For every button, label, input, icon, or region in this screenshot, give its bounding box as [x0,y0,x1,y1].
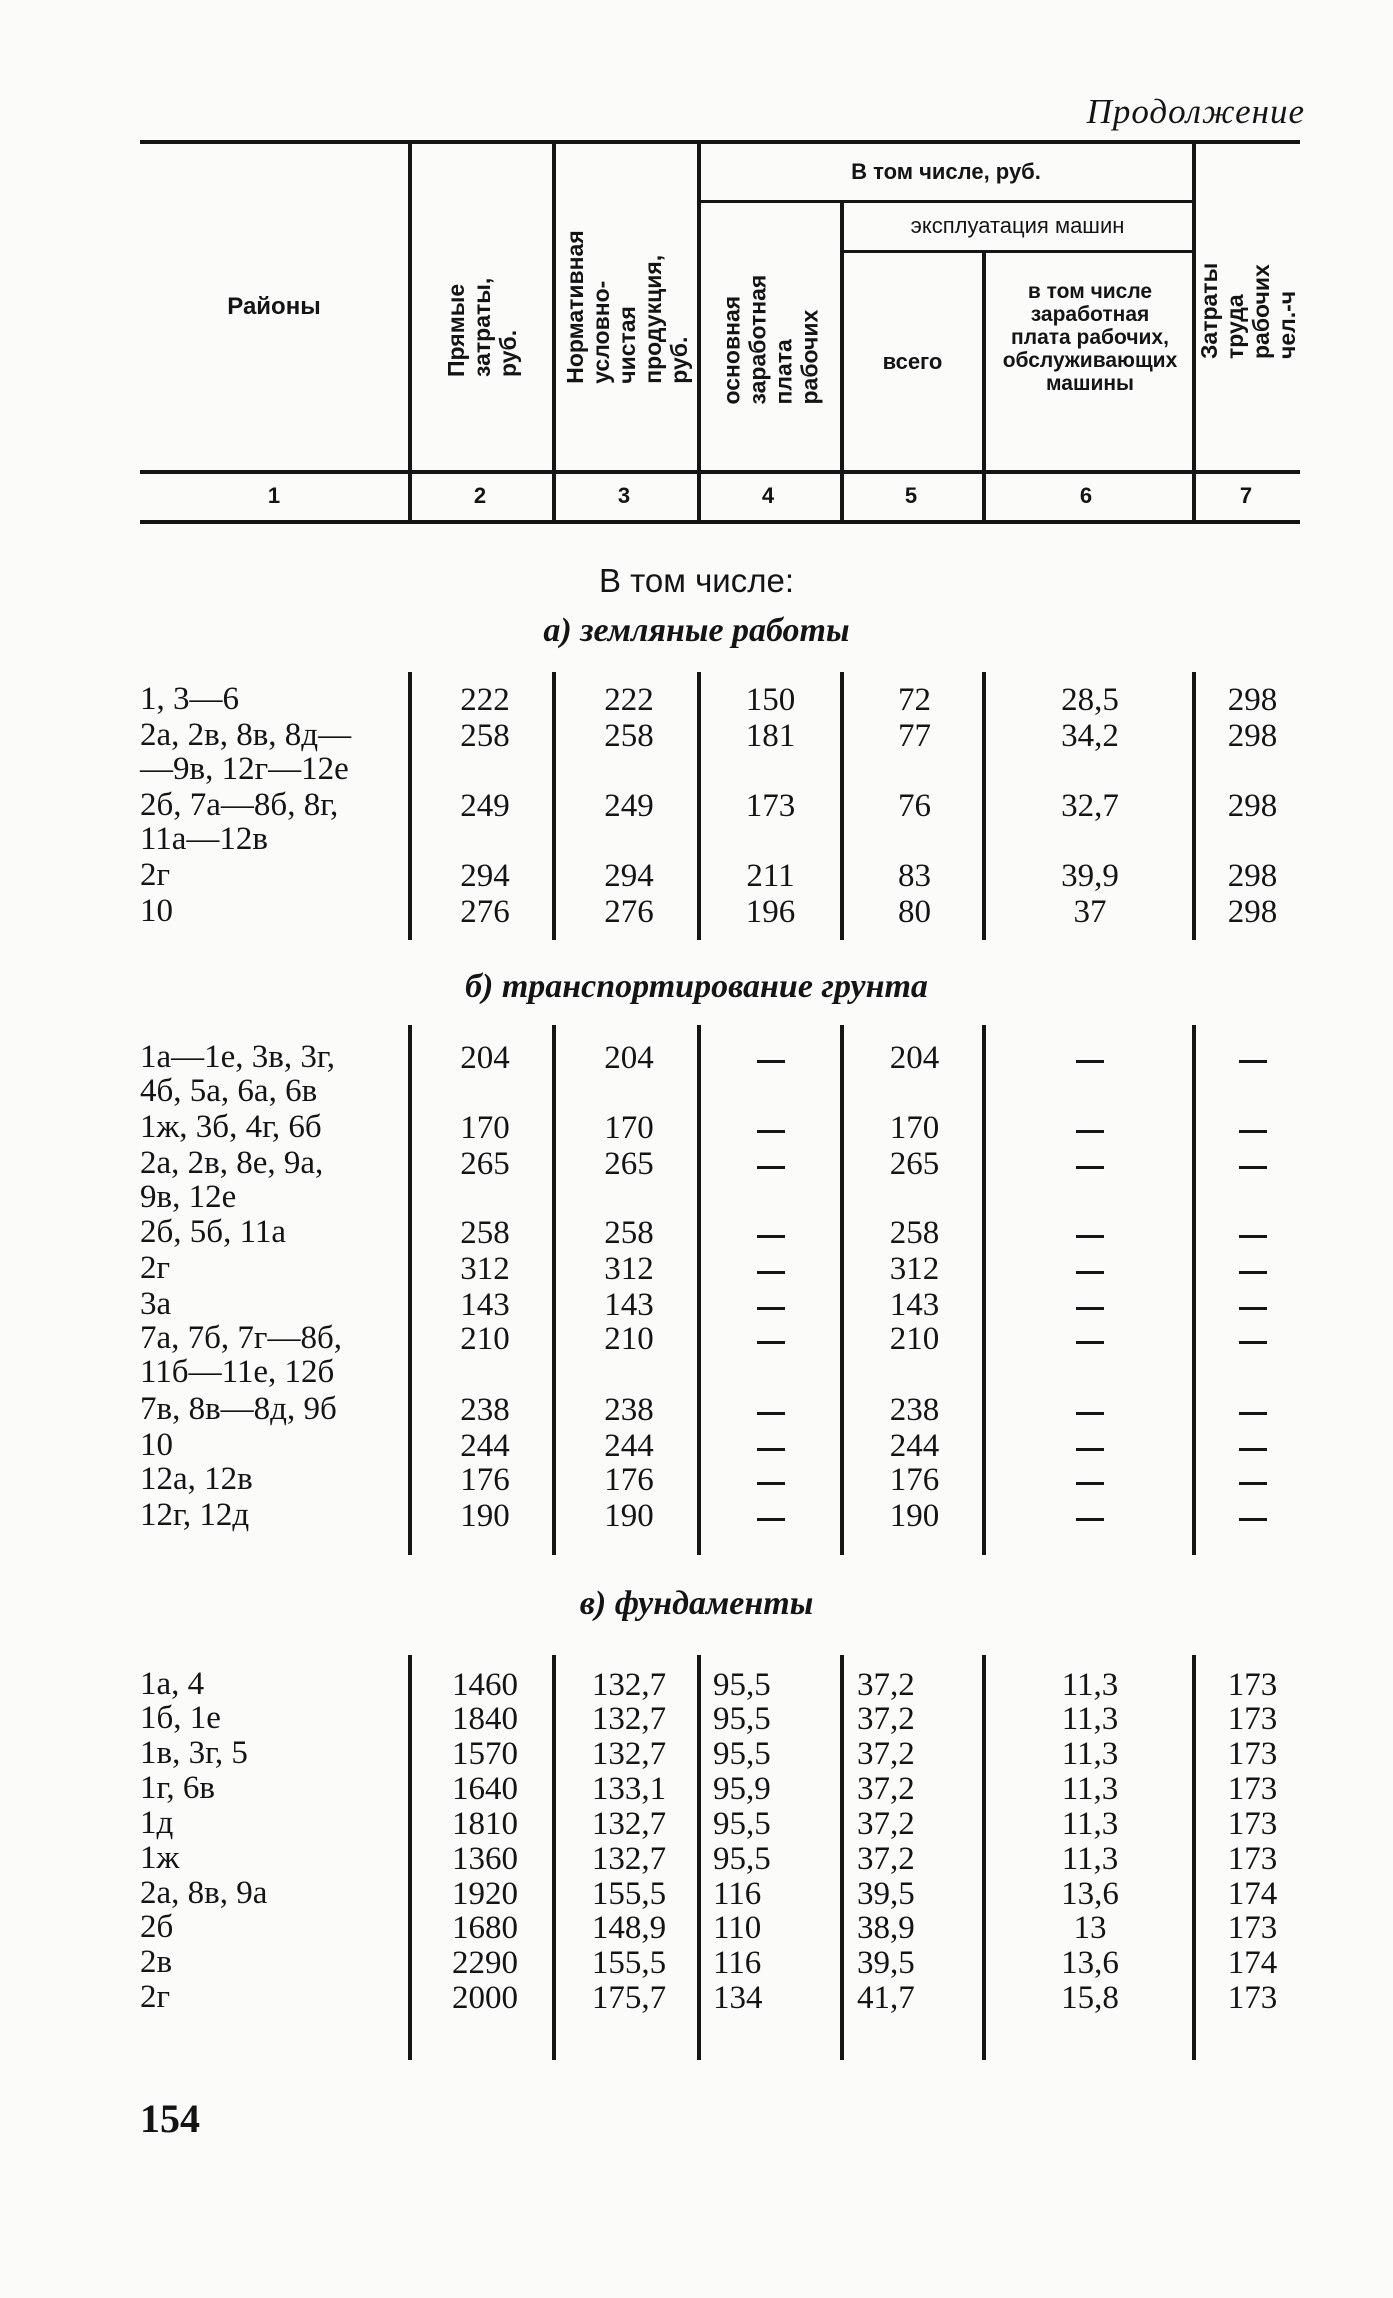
base-wages-cell: 116 [713,1945,762,1981]
normative-product-cell: 155,5 [591,1876,667,1912]
dash-mark [1239,1307,1267,1310]
region-line: 12а, 12в [140,1461,253,1497]
machine-total-cell: 170 [889,1110,940,1146]
dash-mark [1239,1482,1267,1485]
direct-costs-cell: 265 [460,1146,510,1182]
dash-mark [757,1130,785,1133]
base-wages-cell: 95,9 [713,1771,771,1807]
column-divider [982,672,986,940]
direct-costs-cell: 312 [460,1251,510,1287]
region-line: 1в, 3г, 5 [140,1735,248,1771]
normative-product-cell: 204 [604,1040,654,1076]
direct-costs-cell: 222 [460,682,510,718]
direct-costs-cell: 1640 [452,1771,518,1807]
region-cell [140,1945,415,1979]
column-numbers-rule [140,520,1300,524]
direct-costs-cell: 294 [460,858,510,894]
direct-costs-cell: 1920 [452,1876,518,1912]
base-wages-cell: 150 [745,682,796,718]
region-line: 2б [140,1909,174,1945]
labor-costs-cell: 173 [1227,1667,1278,1703]
region-line: 1, 3—6 [140,681,239,717]
header-base-wages: основная заработная плата рабочих [718,274,823,405]
header-direct-costs: Прямые затраты, руб. [443,277,521,377]
labor-costs-cell: 298 [1227,858,1278,894]
column-divider [1192,1655,1196,2060]
machine-total-cell: 238 [889,1392,940,1428]
machine-total-cell: 37,2 [857,1771,915,1807]
machine-wages-cell: 13,6 [1061,1876,1119,1912]
machine-wages-cell: 11,3 [1061,1667,1119,1703]
direct-costs-cell: 238 [460,1392,510,1428]
dash-mark [1239,1166,1267,1169]
region-line: 7в, 8в—8д, 9б [140,1391,337,1427]
region-line: 11б—11е, 12б [140,1354,335,1390]
region-line: 10 [140,893,173,929]
machine-total-cell: 312 [889,1251,940,1287]
machine-wages-cell: 11,3 [1061,1771,1119,1807]
column-divider [552,1025,556,1555]
column-divider [840,1655,844,2060]
region-cell [140,1146,415,1214]
direct-costs-cell: 2000 [452,1980,518,2016]
dash-mark [1239,1235,1267,1238]
labor-costs-cell: 173 [1227,1910,1278,1946]
dash-mark [757,1166,785,1169]
dash-mark [757,1307,785,1310]
region-line: 12г, 12д [140,1497,250,1533]
machine-wages-cell: 32,7 [1061,788,1119,824]
dash-mark [1239,1341,1267,1344]
direct-costs-cell: 249 [460,788,510,824]
normative-product-cell: 210 [604,1321,654,1357]
base-wages-cell: 211 [746,858,795,894]
column-number: 5 [904,483,918,508]
group-rule [700,200,1192,203]
normative-product-cell: 276 [604,894,654,930]
region-line: 3а [140,1286,172,1322]
region-line: 2б, 7а—8б, 8г, [140,787,339,823]
machine-total-cell: 77 [898,718,931,754]
labor-costs-cell: 298 [1227,682,1278,718]
region-line: 4б, 5а, 6а, 6в [140,1073,318,1109]
machine-total-cell: 176 [889,1462,940,1498]
normative-product-cell: 258 [604,1215,654,1251]
region-line: 2б, 5б, 11а [140,1214,287,1250]
region-cell [140,1040,415,1108]
base-wages-cell: 110 [713,1910,762,1946]
dash-mark [1076,1130,1104,1133]
base-wages-cell: 181 [745,718,796,754]
region-cell [140,718,415,786]
machine-wages-cell: 15,8 [1061,1980,1119,2016]
dash-mark [1076,1518,1104,1521]
normative-product-cell: 132,7 [591,1841,667,1877]
normative-product-cell: 148,9 [591,1910,667,1946]
region-line: 10 [140,1427,173,1463]
machine-total-cell: 72 [898,682,931,718]
direct-costs-cell: 2290 [452,1945,518,1981]
direct-costs-cell: 1570 [452,1736,518,1772]
column-divider [697,672,701,940]
base-wages-cell: 95,5 [713,1667,771,1703]
column-number: 2 [473,483,487,508]
machine-wages-cell: 37 [1073,894,1107,930]
machine-total-cell: 258 [889,1215,940,1251]
labor-costs-cell: 174 [1227,1945,1278,1981]
region-cell [140,788,415,856]
machine-total-cell: 37,2 [857,1701,915,1737]
header-total: всего [882,349,943,374]
direct-costs-cell: 1810 [452,1806,518,1842]
region-cell [140,1392,415,1426]
dash-mark [757,1235,785,1238]
column-divider [840,1025,844,1555]
labor-costs-cell: 173 [1227,1980,1278,2016]
region-cell [140,1110,415,1144]
region-line: 1д [140,1805,174,1841]
region-cell [140,1462,415,1496]
direct-costs-cell: 1840 [452,1701,518,1737]
dash-mark [757,1482,785,1485]
header-divider [982,253,986,520]
dash-mark [757,1341,785,1344]
column-divider [840,672,844,940]
normative-product-cell: 294 [604,858,654,894]
column-divider [982,1655,986,2060]
dash-mark [1239,1130,1267,1133]
region-cell [140,1980,415,2014]
dash-mark [757,1271,785,1274]
machine-total-cell: 37,2 [857,1736,915,1772]
dash-mark [1076,1235,1104,1238]
region-line: 1а—1е, 3в, 3г, [140,1039,335,1075]
region-cell [140,1771,415,1805]
base-wages-cell: 95,5 [713,1806,771,1842]
machine-wages-cell: 34,2 [1061,718,1119,754]
normative-product-cell: 222 [604,682,654,718]
section-title: а) земляные работы [543,612,850,649]
region-line: 1г, 6в [140,1770,215,1806]
machine-wages-cell: 11,3 [1061,1841,1119,1877]
normative-product-cell: 132,7 [591,1701,667,1737]
region-line: 1а, 4 [140,1666,205,1702]
region-cell [140,1876,415,1910]
region-line: 2а, 8в, 9а [140,1875,268,1911]
machine-wages-cell: 13,6 [1061,1945,1119,1981]
dash-mark [1239,1412,1267,1415]
region-line: 7а, 7б, 7г—8б, [140,1320,343,1356]
machine-wages-cell: 11,3 [1061,1736,1119,1772]
header-top-rule [140,140,1300,144]
normative-product-cell: 132,7 [591,1806,667,1842]
direct-costs-cell: 190 [460,1498,510,1534]
column-number: 7 [1239,483,1253,508]
machine-total-cell: 37,2 [857,1806,915,1842]
machine-total-cell: 37,2 [857,1841,915,1877]
region-cell [140,1736,415,1770]
region-line: 1ж, 3б, 4г, 6б [140,1109,322,1145]
normative-product-cell: 265 [604,1146,654,1182]
machine-wages-cell: 11,3 [1061,1806,1119,1842]
header-machine-wages: в том числе заработная плата рабочих, обслуживающих машины [1002,280,1178,395]
normative-product-cell: 238 [604,1392,654,1428]
region-line: 2в [140,1944,173,1980]
direct-costs-cell: 276 [460,894,510,930]
header-bottom-rule [140,470,1300,474]
column-number: 4 [761,483,775,508]
normative-product-cell: 175,7 [591,1980,667,2016]
direct-costs-cell: 170 [460,1110,510,1146]
base-wages-cell: 116 [713,1876,762,1912]
machine-total-cell: 143 [889,1287,940,1323]
base-wages-cell: 95,5 [713,1841,771,1877]
dash-mark [1239,1448,1267,1451]
normative-product-cell: 143 [604,1287,654,1323]
direct-costs-cell: 204 [460,1040,510,1076]
header-group-label: В том числе, руб. [851,159,1041,184]
normative-product-cell: 176 [604,1462,654,1498]
dash-mark [1239,1271,1267,1274]
column-divider [1192,672,1196,940]
region-line: 2г [140,1979,171,2015]
direct-costs-cell: 143 [460,1287,510,1323]
section-title: в) фундаменты [579,1585,814,1622]
machine-total-cell: 244 [889,1428,940,1464]
dash-mark [1076,1448,1104,1451]
dash-mark [1239,1060,1267,1063]
machine-total-cell: 41,7 [857,1980,915,2016]
normative-product-cell: 249 [604,788,654,824]
machine-total-cell: 39,5 [857,1945,915,1981]
column-number: 1 [267,483,281,508]
region-cell [140,1701,415,1735]
dash-mark [1076,1482,1104,1485]
region-line: 11а—12в [140,821,269,857]
column-divider [552,672,556,940]
direct-costs-cell: 258 [460,718,510,754]
region-line: 1ж [140,1840,180,1876]
normative-product-cell: 312 [604,1251,654,1287]
region-cell [140,1428,415,1462]
normative-product-cell: 133,1 [591,1771,667,1807]
labor-costs-cell: 173 [1227,1701,1278,1737]
direct-costs-cell: 210 [460,1321,510,1357]
machine-total-cell: 39,5 [857,1876,915,1912]
region-cell [140,1498,415,1532]
labor-costs-cell: 298 [1227,894,1278,930]
header-labor-costs: Затраты труда рабочих чел.-ч [1196,262,1300,359]
machine-total-cell: 190 [889,1498,940,1534]
dash-mark [1076,1060,1104,1063]
direct-costs-cell: 1460 [452,1667,518,1703]
dash-mark [1076,1412,1104,1415]
machine-wages-cell: 11,3 [1061,1701,1119,1737]
region-line: 2а, 2в, 8е, 9а, [140,1145,324,1181]
normative-product-cell: 155,5 [591,1945,667,1981]
normative-product-cell: 244 [604,1428,654,1464]
intro-text: В том числе: [598,562,795,599]
continuation-label: Продолжение [1086,92,1305,131]
subgroup-rule [843,250,1192,253]
labor-costs-cell: 173 [1227,1736,1278,1772]
labor-costs-cell: 173 [1227,1806,1278,1842]
machine-total-cell: 83 [898,858,931,894]
region-cell [140,1667,415,1701]
machine-total-cell: 38,9 [857,1910,915,1946]
region-cell [140,1251,415,1285]
base-wages-cell: 173 [745,788,796,824]
region-cell [140,1841,415,1875]
normative-product-cell: 132,7 [591,1667,667,1703]
dash-mark [757,1518,785,1521]
normative-product-cell: 190 [604,1498,654,1534]
base-wages-cell: 196 [745,894,796,930]
direct-costs-cell: 176 [460,1462,510,1498]
header-normative-product: Нормативная условно-чистая продукция, руб. [561,230,692,384]
machine-total-cell: 265 [889,1146,940,1182]
normative-product-cell: 132,7 [591,1736,667,1772]
region-line: 1б, 1е [140,1700,221,1736]
section-title: б) транспортирование грунта [465,968,928,1005]
direct-costs-cell: 258 [460,1215,510,1251]
dash-mark [1076,1341,1104,1344]
labor-costs-cell: 173 [1227,1841,1278,1877]
region-cell [140,1287,415,1321]
normative-product-cell: 258 [604,718,654,754]
header-machine-operation: эксплуатация машин [910,213,1125,238]
base-wages-cell: 95,5 [713,1701,771,1737]
labor-costs-cell: 298 [1227,788,1278,824]
machine-wages-cell: 39,9 [1061,858,1119,894]
region-cell [140,894,415,928]
dash-mark [1076,1166,1104,1169]
region-line: 2г [140,857,171,893]
column-divider [697,1025,701,1555]
direct-costs-cell: 1680 [452,1910,518,1946]
column-number: 6 [1079,483,1093,508]
dash-mark [757,1448,785,1451]
dash-mark [1239,1518,1267,1521]
column-divider [982,1025,986,1555]
labor-costs-cell: 298 [1227,718,1278,754]
region-line: 2г [140,1250,171,1286]
machine-total-cell: 204 [889,1040,940,1076]
header-regions: Районы [227,293,321,320]
region-line: 9в, 12е [140,1179,237,1215]
dash-mark [757,1412,785,1415]
region-cell [140,1215,415,1249]
column-divider [1192,1025,1196,1555]
labor-costs-cell: 173 [1227,1771,1278,1807]
machine-total-cell: 210 [889,1321,940,1357]
column-number: 3 [617,483,631,508]
region-cell [140,858,415,892]
dash-mark [1076,1271,1104,1274]
normative-product-cell: 170 [604,1110,654,1146]
page-number: 154 [140,2096,200,2141]
dash-mark [1076,1307,1104,1310]
labor-costs-cell: 174 [1227,1876,1278,1912]
machine-wages-cell: 28,5 [1061,682,1119,718]
machine-total-cell: 37,2 [857,1667,915,1703]
region-line: —9в, 12г—12е [140,751,349,787]
machine-total-cell: 76 [898,788,931,824]
machine-wages-cell: 13 [1073,1910,1107,1946]
region-cell [140,682,415,716]
base-wages-cell: 134 [713,1980,763,2016]
base-wages-cell: 95,5 [713,1736,771,1772]
region-cell [140,1806,415,1840]
region-line: 2а, 2в, 8в, 8д— [140,717,352,753]
column-divider [697,1655,701,2060]
direct-costs-cell: 244 [460,1428,510,1464]
column-divider [552,1655,556,2060]
region-cell [140,1910,415,1944]
direct-costs-cell: 1360 [452,1841,518,1877]
dash-mark [757,1060,785,1063]
region-cell [140,1321,415,1389]
machine-total-cell: 80 [898,894,931,930]
